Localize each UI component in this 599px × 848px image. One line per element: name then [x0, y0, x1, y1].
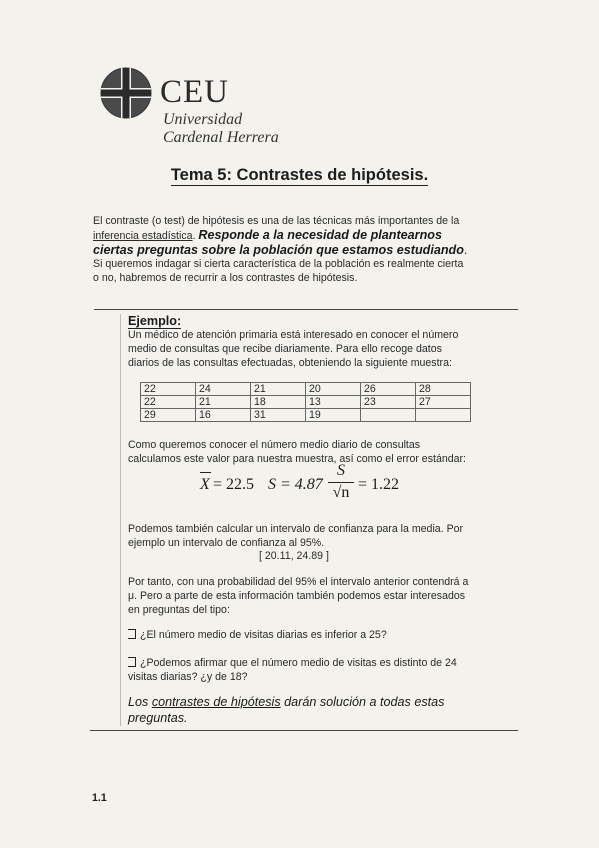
page-number: 1.1: [92, 792, 107, 804]
question-2: ¿Podemos afirmar que el número medio de visitas es distinto de 24 visitas diarias? ¿y de 18?: [128, 657, 457, 683]
table-cell: 22: [141, 396, 196, 409]
inference-link[interactable]: inferencia estadística: [93, 230, 193, 242]
intro-line-4: Si queremos indagar si cierta característica de la población es realmente cierta: [93, 258, 464, 270]
mean-paragraph: Como queremos conocer el número medio diario de consultas calculamos este valor para nuestra muestra, así como el error estándar:: [128, 439, 466, 465]
intro-paragraph: [93, 214, 504, 285]
logo-university-line: Universidad: [163, 111, 243, 128]
page-title: Tema 5: Contrastes de hipótesis.: [170, 166, 429, 184]
intro-line-5: o no, habremos de recurrir a los contrastes de hipótesis.: [93, 272, 358, 284]
table-cell: 29: [141, 409, 196, 422]
table-cell: 28: [416, 383, 471, 396]
ceu-cross-logo-icon: [99, 66, 153, 120]
interval-paragraph: Podemos también calcular un intervalo de confianza para la media. Por ejemplo un intervalo de confianza al 95%.: [128, 523, 464, 549]
intro-line-3: ciertas preguntas sobre la población que estamos estudiando.: [93, 243, 468, 257]
table-cell: 13: [306, 396, 361, 409]
table-cell: 23: [361, 396, 416, 409]
sample-table: [140, 382, 471, 422]
standard-error-value: = 1.22: [358, 476, 400, 493]
xbar-symbol: X: [200, 476, 210, 494]
closing-statement: Los contrastes de hipótesis darán solución a todas estas preguntas.: [128, 695, 445, 725]
example-intro: Un médico de atención primaria está interesado en conocer el número medio de consultas que recibe diariamente. Para ello recoge datos diarios de las consultas efectuadas, obteniendo la siguiente muestra:: [128, 329, 459, 369]
table-cell: 16: [196, 409, 251, 422]
example-top-rule: [94, 309, 518, 310]
table-cell: 21: [251, 383, 306, 396]
xbar-value: = 22.5: [213, 476, 255, 493]
table-cell: 18: [251, 396, 306, 409]
logo-name-line: Cardenal Herrera: [163, 129, 279, 146]
hypothesis-tests-link[interactable]: contrastes de hipótesis: [151, 695, 281, 709]
table-row: [141, 396, 471, 409]
question-1: ¿El número medio de visitas diarias es inferior a 25?: [128, 628, 387, 642]
s-value: S = 4.87: [268, 476, 323, 493]
standard-error-fraction: S √n: [328, 470, 358, 510]
table-cell: [416, 409, 471, 422]
table-cell: 26: [361, 383, 416, 396]
table-cell: 31: [251, 409, 306, 422]
table-cell: 21: [196, 396, 251, 409]
table-cell: [361, 409, 416, 422]
example-left-rule: [120, 314, 121, 726]
table-cell: 20: [306, 383, 361, 396]
table-cell: 19: [306, 409, 361, 422]
checkbox-icon: [128, 657, 136, 667]
intro-line-2: inferencia estadística. Responde a la necesidad de plantearnos: [93, 228, 442, 242]
table-row: [141, 383, 471, 396]
table-cell: 27: [416, 396, 471, 409]
example-heading: Ejemplo:: [128, 314, 182, 328]
table-cell: 22: [141, 383, 196, 396]
conclusion-paragraph: Por tanto, con una probabilidad del 95% el intervalo anterior contendrá a μ. Pero a parte de esta información también podemos estar interesados en preguntas del tipo:: [128, 576, 469, 616]
checkbox-icon: [128, 629, 136, 639]
confidence-interval: [ 20.11, 24.89 ]: [259, 550, 329, 562]
table-row: [141, 409, 471, 422]
table-cell: 24: [196, 383, 251, 396]
intro-line-1: El contraste (o test) de hipótesis es una de las técnicas más importantes de la: [93, 215, 460, 227]
example-bottom-rule: [90, 730, 518, 731]
logo-brand: CEU: [160, 74, 229, 110]
